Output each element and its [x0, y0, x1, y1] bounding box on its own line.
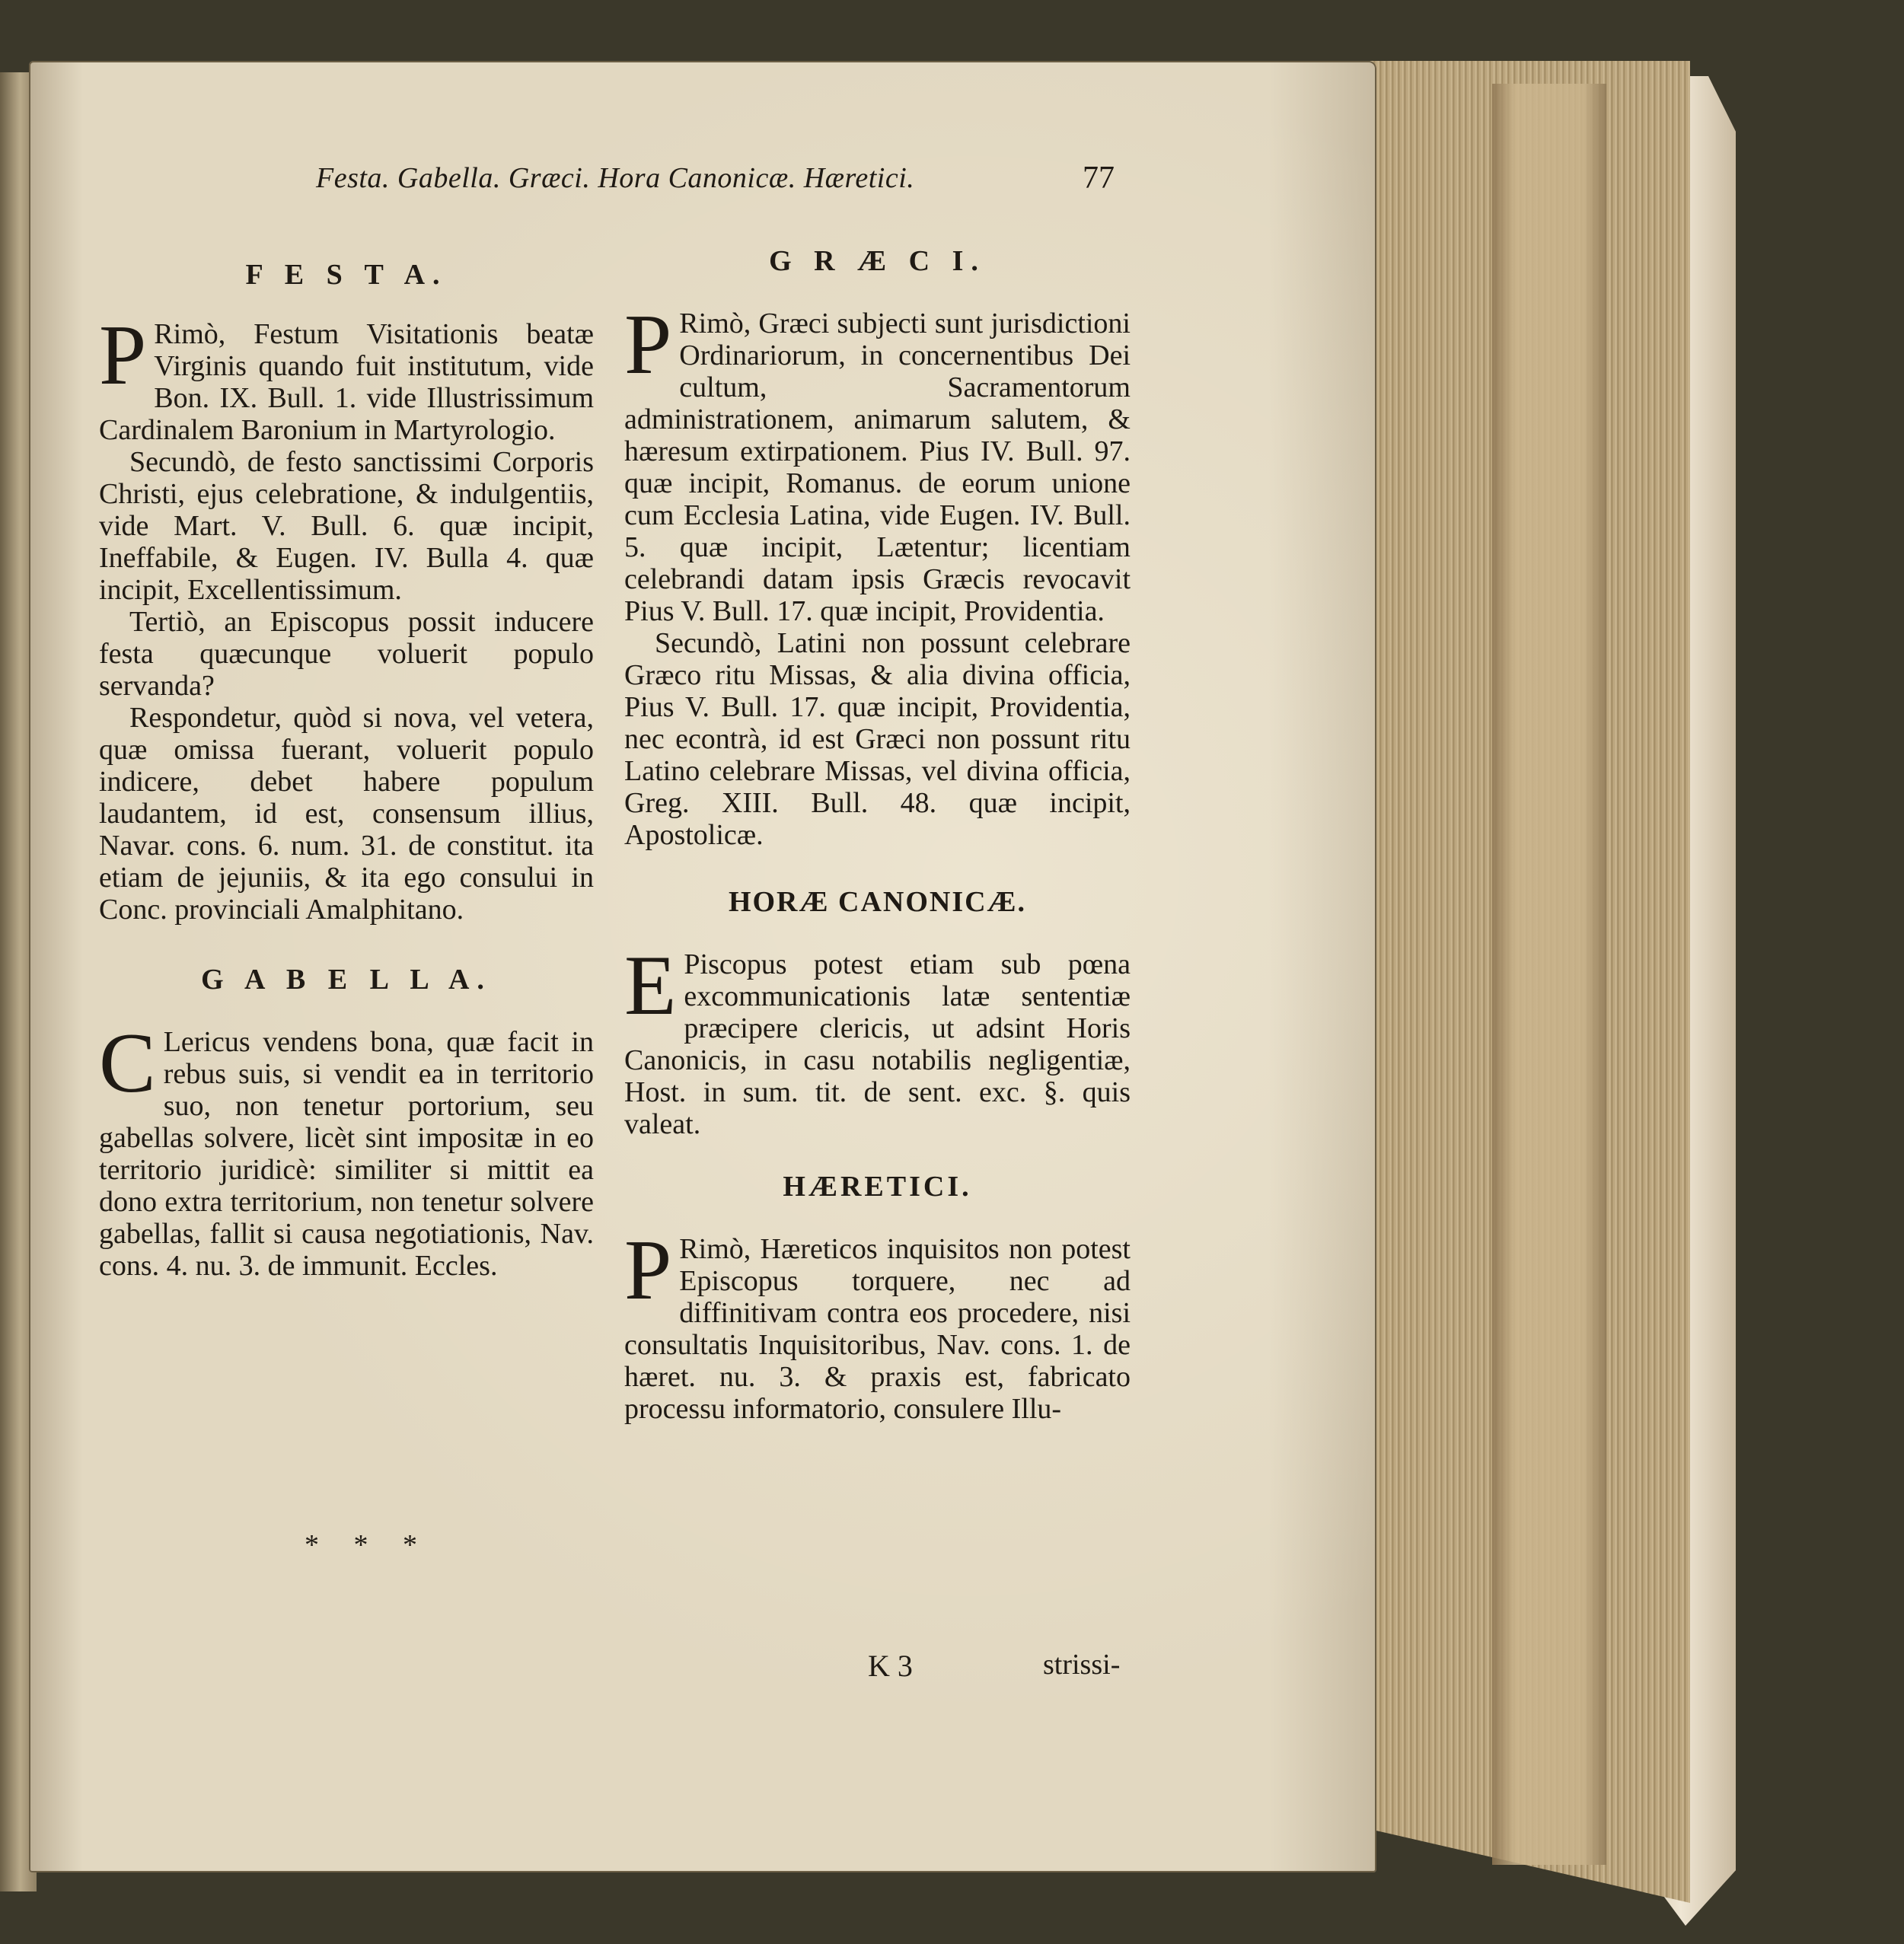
catchword: strissi-: [1043, 1649, 1121, 1681]
festa-paragraph-1: P Rimò, Festum Visitationis beatæ Virginis quando fuit institutum, vide Bon. IX. Bull. 1. vide Illustrissimum Cardinalem Baronium in Martyrologio.: [99, 308, 594, 446]
festa-paragraph-4: Respondetur, quòd si nova, vel vetera, quæ omissa fuerant, voluerit populo indicere, debet habere populum laudantem, id est, consensum illius, Navar. cons. 6. num. 31. de constitut. ita etiam de jejuniis, & ita ego consului in Conc. provinciali Amalphitano.: [99, 702, 594, 926]
section-heading-horae: HORÆ CANONICÆ.: [728, 886, 1027, 918]
section-heading-graeci: G R Æ C I.: [769, 245, 986, 277]
asterism: * * *: [305, 1529, 431, 1561]
section-heading-gabella: G A B E L L A.: [201, 964, 492, 996]
festa-paragraph-2: Secundò, de festo sanctissimi Corporis Christi, ejus celebratione, & indulgentiis, vide Mart. V. Bull. 6. quæ incipit, Ineffabile, & Eugen. IV. Bulla 4. quæ incipit, Excellentissimum.: [99, 446, 594, 606]
section-heading-haeretici: HÆRETICI.: [783, 1171, 972, 1203]
drop-cap: P: [99, 308, 147, 403]
right-column: [624, 245, 1131, 1425]
page-edges-shade: [1492, 84, 1606, 1865]
festa-paragraph-3: Tertiò, an Episcopus possit inducere festa quæcunque voluerit populo servanda?: [99, 606, 594, 702]
drop-cap: P: [624, 298, 672, 392]
page-number: 77: [1083, 161, 1115, 196]
running-head: Festa. Gabella. Græci. Hora Canonicæ. Hæretici.: [316, 162, 915, 194]
graeci-paragraph-2: Secundò, Latini non possunt celebrare Græco ritu Missas, & alia divina officia, Pius V. Bull. 17. quæ incipit, Providentia, nec econtrà, id est Græci non possunt ritu Latino celebrare Missas, vel divina officia, Greg. XIII. Bull. 48. quæ incipit, Apostolicæ.: [624, 627, 1131, 851]
gabella-paragraph-1: C Lericus vendens bona, quæ facit in rebus suis, si vendit ea in territorio suo, non tenetur portorium, seu gabellas solvere, licèt sint impositæ in eo territorio juridicè: similiter si mittit ea dono extra territorium, non tenetur solvere gabellas, fallit si causa negotiationis, Nav. cons. 4. nu. 3. de immunit. Eccles.: [99, 1016, 594, 1282]
section-heading-festa: F E S T A.: [245, 259, 448, 291]
left-column: [99, 259, 594, 1282]
signature-mark: K 3: [868, 1649, 913, 1683]
drop-cap: P: [624, 1223, 672, 1318]
horae-paragraph-1: E Piscopus potest etiam sub pœna excommunicationis latæ sententiæ præcipere clericis, ut adsint Horis Canonicis, in casu notabilis negligentiæ, Host. in sum. tit. de sent. exc. §. quis valeat.: [624, 939, 1131, 1140]
graeci-paragraph-1: P Rimò, Græci subjecti sunt jurisdictioni Ordinariorum, in concernentibus Dei cultum, Sacramentorum administrationem, animarum salutem, & hæresum extirpationem. Pius IV. Bull. 97. quæ incipit, Romanus. de eorum unione cum Ecclesia Latina, vide Eugen. IV. Bull. 5. quæ incipit, Lætentur; licentiam celebrandi datam ipsis Græcis revocavit Pius V. Bull. 17. quæ incipit, Providentia.: [624, 298, 1131, 627]
haeretici-paragraph-1: P Rimò, Hæreticos inquisitos non potest Episcopus torquere, nec ad diffinitivam contra eos procedere, nisi consultatis Inquisitoribus, Nav. cons. 1. de hæret. nu. 3. & praxis est, fabricato processu informatorio, consulere Illu-: [624, 1223, 1131, 1425]
drop-cap: E: [624, 939, 677, 1033]
drop-cap: C: [99, 1016, 156, 1111]
